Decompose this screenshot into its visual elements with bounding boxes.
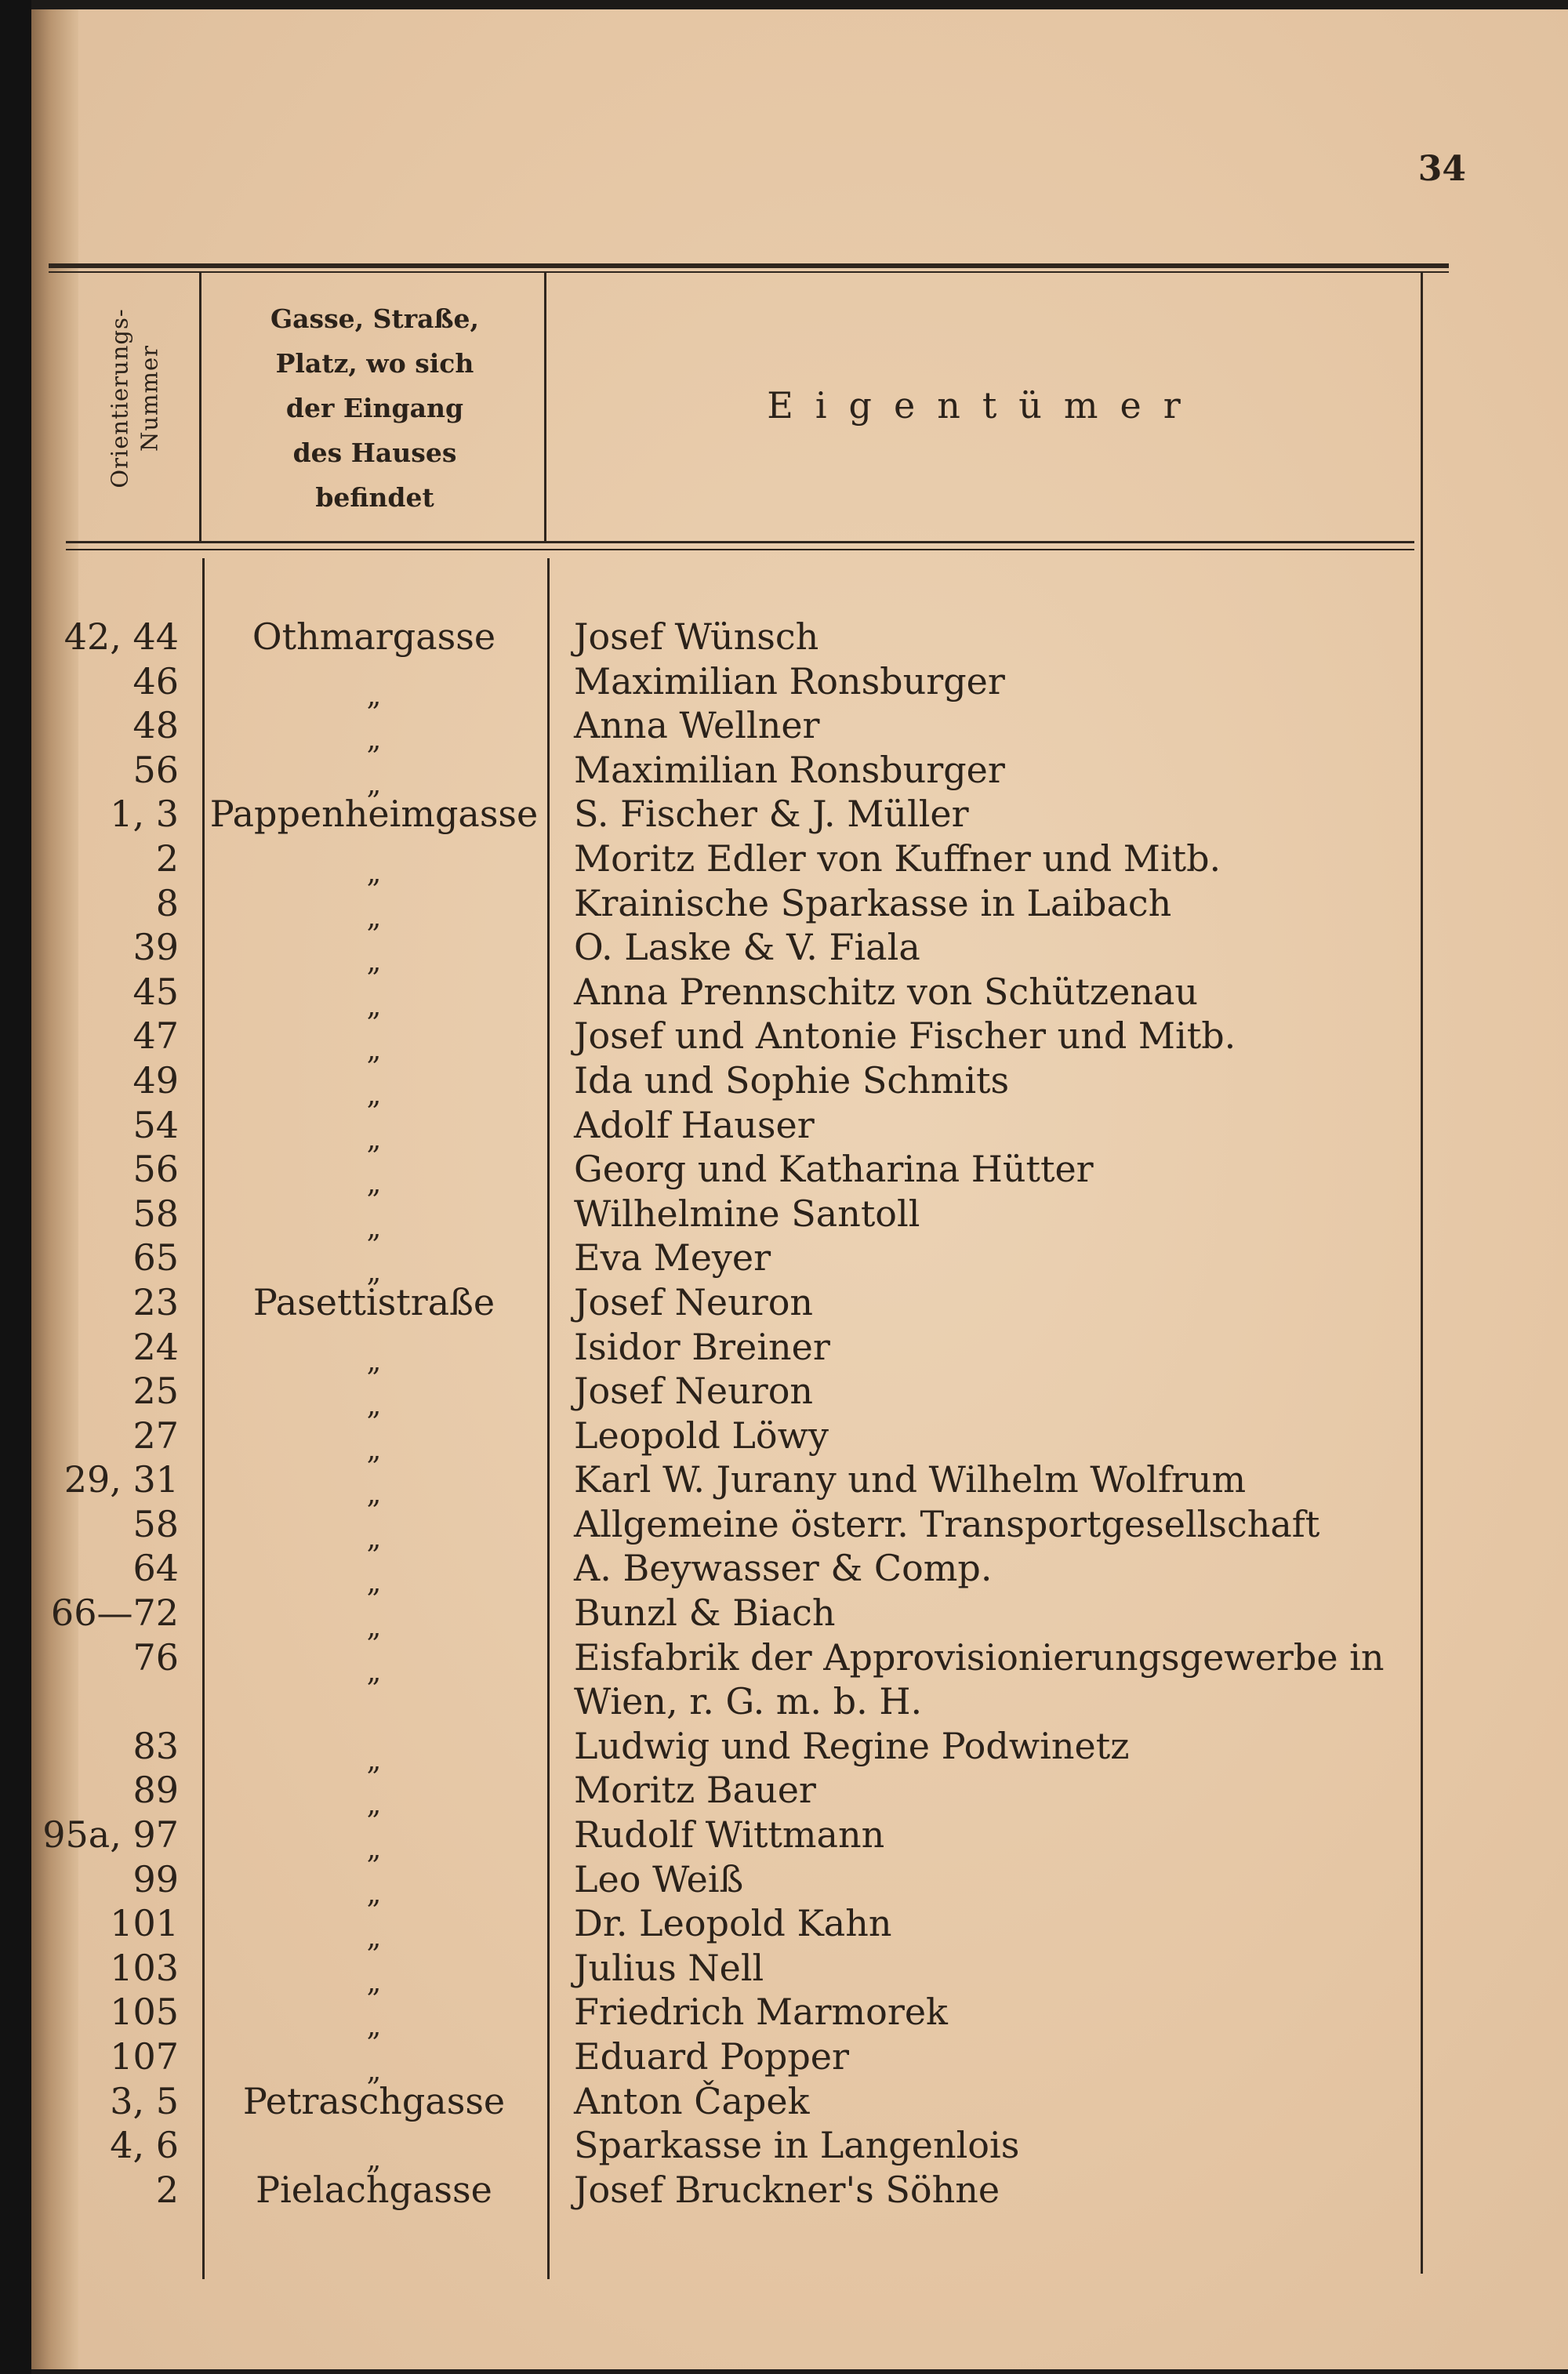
house-number: 107 <box>110 2035 179 2078</box>
table-row <box>0 1457 1568 1511</box>
owner-name: Rudolf Wittmann <box>574 1813 885 1857</box>
table-row <box>0 703 1568 757</box>
table-row <box>0 837 1568 889</box>
owner-name: O. Laske & V. Fiala <box>574 926 920 969</box>
house-number: 101 <box>110 1902 179 1945</box>
header-street-column <box>205 296 544 520</box>
header-owner-column: Eigentümer <box>767 384 1203 427</box>
house-number: 56 <box>132 748 179 791</box>
table-row <box>0 1946 1568 1998</box>
owner-name: Josef und Antonie Fischer und Mitb. <box>574 1015 1236 1058</box>
ditto-mark: „ <box>366 2143 382 2176</box>
owner-name: Ida und Sophie Schmits <box>574 1058 1010 1102</box>
owner-name: Eisfabrik der Approvisionierungsgewerbe in Wien, r. G. m. b. H. <box>574 1635 1385 1723</box>
owner-name: Adolf Hauser <box>574 1103 815 1146</box>
table-row <box>0 659 1568 712</box>
table-row <box>0 1369 1568 1422</box>
ditto-mark: „ <box>366 901 382 934</box>
owner-name: Eva Meyer <box>574 1236 771 1280</box>
owner-name: Dr. Leopold Kahn <box>574 1902 892 1945</box>
house-number: 103 <box>110 1946 179 1989</box>
table-row <box>0 1768 1568 1821</box>
owner-name: Moritz Edler von Kuffner und Mitb. <box>574 837 1221 880</box>
ditto-mark: „ <box>366 856 382 889</box>
owner-name: Anna Wellner <box>574 704 820 747</box>
table-row <box>0 1280 1568 1325</box>
table-row <box>0 792 1568 837</box>
header-number-line1: Orientierungs- <box>107 308 133 488</box>
house-number: 64 <box>132 1547 179 1590</box>
table-row <box>0 1591 1568 1644</box>
header-number-line2: Nummer <box>136 344 163 452</box>
ditto-mark: „ <box>366 1522 382 1555</box>
table-row <box>0 1901 1568 1955</box>
ditto-mark: „ <box>366 2010 382 2043</box>
table-row <box>0 1724 1568 1777</box>
table-row <box>0 2079 1568 2124</box>
table-row <box>0 1414 1568 1466</box>
owner-name: Leo Weiß <box>574 1857 744 1900</box>
house-number: 58 <box>132 1192 179 1235</box>
ditto-mark: „ <box>366 1877 382 1910</box>
table-row <box>0 1236 1568 1289</box>
table-row <box>0 1990 1568 2043</box>
house-number: 95a, 97 <box>42 1813 179 1857</box>
street-name: Petraschgasse <box>242 2079 506 2122</box>
ditto-mark: „ <box>366 1922 382 1955</box>
owner-name: Anton Čapek <box>574 2079 810 2122</box>
ditto-mark: „ <box>366 2055 382 2087</box>
house-number: 2 <box>155 2168 179 2211</box>
ditto-mark: „ <box>366 1123 382 1156</box>
ditto-mark: „ <box>366 1345 382 1378</box>
house-number: 23 <box>132 1280 179 1323</box>
table-row <box>0 1502 1568 1555</box>
owner-name: Georg und Katharina Hütter <box>574 1148 1094 1191</box>
house-number: 42, 44 <box>64 615 179 658</box>
header-bottom-rule-1 <box>66 541 1414 543</box>
ditto-mark: „ <box>366 768 382 800</box>
owner-name: Moritz Bauer <box>574 1769 816 1812</box>
house-number: 45 <box>132 970 179 1013</box>
house-number: 39 <box>132 926 179 969</box>
owner-name: Karl W. Jurany und Wilhelm Wolfrum <box>574 1458 1247 1501</box>
ditto-mark: „ <box>366 1433 382 1466</box>
table-row <box>0 1325 1568 1378</box>
table-row <box>0 1813 1568 1866</box>
house-number: 27 <box>132 1414 179 1457</box>
house-number: 29, 31 <box>64 1458 179 1501</box>
table-top-rule-thick <box>49 263 1449 268</box>
table-row <box>0 1857 1568 1910</box>
ditto-mark: „ <box>366 1211 382 1244</box>
owner-name: Wilhelmine Santoll <box>574 1192 920 1235</box>
header-number-column <box>66 273 204 524</box>
house-number: 3, 5 <box>110 2079 179 2122</box>
header-bottom-rule-2 <box>66 549 1414 550</box>
ditto-mark: „ <box>366 1611 382 1644</box>
table-row <box>0 615 1568 659</box>
ditto-mark: „ <box>366 989 382 1022</box>
table-row <box>0 1103 1568 1156</box>
property-table <box>0 615 1568 2212</box>
owner-name: Eduard Popper <box>574 2035 850 2078</box>
ditto-mark: „ <box>366 946 382 978</box>
col-divider-street <box>544 273 546 541</box>
ditto-mark: „ <box>366 1966 382 1998</box>
table-row <box>0 970 1568 1022</box>
ditto-mark: „ <box>366 1655 382 1688</box>
house-number: 83 <box>132 1724 179 1767</box>
ditto-mark: „ <box>366 1034 382 1067</box>
owner-name: Maximilian Ronsburger <box>574 748 1005 791</box>
street-name: Pielachgasse <box>256 2168 492 2211</box>
table-row <box>0 2123 1568 2176</box>
ditto-mark: „ <box>366 1389 382 1422</box>
table-row <box>0 881 1568 934</box>
ditto-mark: „ <box>366 1833 382 1866</box>
header-street-line4: des Hauses <box>292 437 457 468</box>
header-street-line2: Platz, wo sich <box>275 348 474 379</box>
page-number: 34 <box>1417 149 1466 189</box>
owner-name: Friedrich Marmorek <box>574 1991 948 2034</box>
header-street-line5: befindet <box>315 482 434 513</box>
house-number: 49 <box>132 1058 179 1102</box>
street-name: Pasettistraße <box>252 1280 495 1323</box>
table-row <box>0 748 1568 800</box>
ditto-mark: „ <box>366 1256 382 1289</box>
table-row <box>0 1058 1568 1111</box>
owner-name: Josef Neuron <box>574 1370 814 1413</box>
owner-name: Ludwig und Regine Podwinetz <box>574 1724 1130 1767</box>
house-number: 4, 6 <box>110 2124 179 2167</box>
owner-name: Sparkasse in Langenlois <box>574 2124 1020 2167</box>
table-top-rule-thin <box>49 271 1449 273</box>
house-number: 47 <box>132 1015 179 1058</box>
owner-name: Josef Bruckner's Söhne <box>574 2168 1000 2211</box>
house-number: 25 <box>132 1370 179 1413</box>
table-row <box>0 1192 1568 1244</box>
ditto-mark: „ <box>366 1478 382 1511</box>
house-number: 48 <box>132 704 179 747</box>
street-name: Othmargasse <box>252 615 496 658</box>
house-number: 24 <box>132 1325 179 1368</box>
owner-name: A. Beywasser & Comp. <box>574 1547 993 1590</box>
owner-name: Bunzl & Biach <box>574 1592 836 1635</box>
owner-name: Leopold Löwy <box>574 1414 829 1457</box>
house-number: 105 <box>110 1991 179 2034</box>
table-row <box>0 1014 1568 1067</box>
table-row <box>0 1147 1568 1200</box>
house-number: 76 <box>132 1635 179 1679</box>
house-number: 2 <box>155 837 179 880</box>
house-number: 56 <box>132 1148 179 1191</box>
house-number: 46 <box>132 659 179 702</box>
header-street-line1: Gasse, Straße, <box>270 303 480 334</box>
table-row <box>0 1635 1568 1724</box>
house-number: 65 <box>132 1236 179 1280</box>
ditto-mark: „ <box>366 679 382 712</box>
table-row <box>0 925 1568 978</box>
owner-name: Krainische Sparkasse in Laibach <box>574 881 1172 924</box>
header-street-line3: der Eingang <box>285 393 464 423</box>
ditto-mark: „ <box>366 1566 382 1599</box>
house-number: 66—72 <box>50 1592 179 1635</box>
house-number: 58 <box>132 1502 179 1545</box>
ditto-mark: „ <box>366 724 382 757</box>
street-name: Pappenheimgasse <box>209 793 539 836</box>
house-number: 99 <box>132 1857 179 1900</box>
house-number: 54 <box>132 1103 179 1146</box>
owner-name: Julius Nell <box>574 1946 764 1989</box>
ditto-mark: „ <box>366 1788 382 1821</box>
table-row <box>0 2168 1568 2212</box>
ditto-mark: „ <box>366 1744 382 1777</box>
table-row <box>0 1546 1568 1599</box>
ditto-mark: „ <box>366 1078 382 1111</box>
owner-name: Isidor Breiner <box>574 1325 830 1368</box>
owner-name: Maximilian Ronsburger <box>574 659 1005 702</box>
ditto-mark: „ <box>366 1167 382 1200</box>
owner-name: Josef Wünsch <box>574 615 819 658</box>
owner-name: Allgemeine österr. Transportgesellschaft <box>574 1502 1320 1545</box>
house-number: 8 <box>155 881 179 924</box>
owner-name: S. Fischer & J. Müller <box>574 793 969 836</box>
owner-name: Josef Neuron <box>574 1280 814 1323</box>
house-number: 1, 3 <box>110 793 179 836</box>
owner-name: Anna Prennschitz von Schützenau <box>574 970 1199 1013</box>
table-row <box>0 2035 1568 2087</box>
house-number: 89 <box>132 1769 179 1812</box>
